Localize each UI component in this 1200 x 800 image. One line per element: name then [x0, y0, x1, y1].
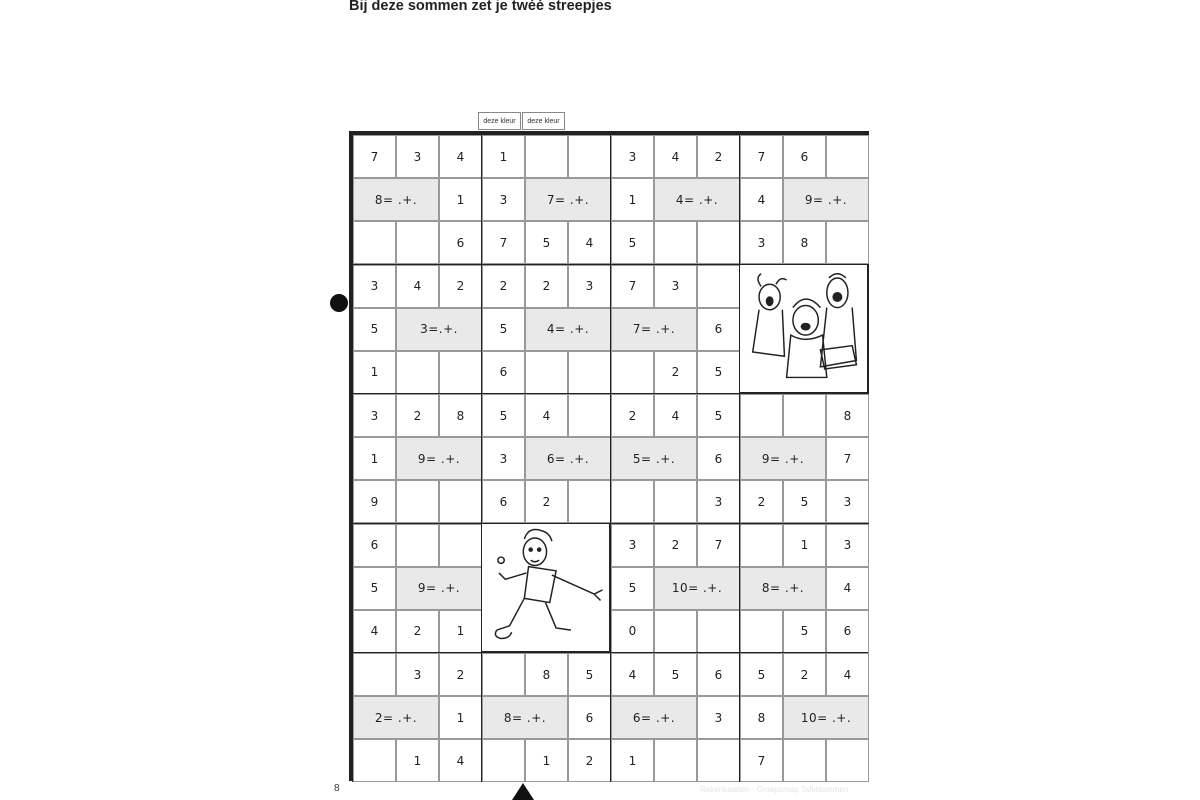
number-cell: 2	[439, 265, 482, 308]
number-cell: 7	[353, 135, 396, 178]
number-cell: 3	[611, 135, 654, 178]
number-cell: 7	[611, 265, 654, 308]
number-cell: 5	[525, 221, 568, 264]
sum-cell[interactable]: 3=.+.	[396, 308, 482, 351]
number-cell: 5	[740, 653, 783, 696]
number-cell: 0	[611, 610, 654, 653]
number-cell: 7	[482, 221, 525, 264]
number-cell: 3	[568, 265, 611, 308]
number-cell: 5	[482, 308, 525, 351]
number-cell: 2	[654, 524, 697, 567]
number-cell[interactable]	[353, 221, 396, 264]
number-cell: 4	[611, 653, 654, 696]
number-cell[interactable]	[740, 524, 783, 567]
number-cell: 5	[568, 653, 611, 696]
number-cell[interactable]	[826, 135, 869, 178]
puzzle-block	[610, 134, 739, 264]
sum-cell[interactable]: 9= .+.	[396, 567, 482, 610]
number-cell[interactable]	[611, 351, 654, 394]
sum-cell[interactable]: 2= .+.	[353, 696, 439, 739]
number-cell: 7	[740, 739, 783, 782]
number-cell: 3	[396, 653, 439, 696]
number-cell: 1	[439, 178, 482, 221]
number-cell[interactable]	[697, 739, 740, 782]
puzzle-block	[481, 134, 610, 264]
number-cell: 3	[740, 221, 783, 264]
number-cell: 5	[353, 567, 396, 610]
puzzle-block	[352, 523, 481, 653]
number-cell: 5	[697, 351, 740, 394]
number-cell[interactable]	[568, 480, 611, 523]
number-cell[interactable]	[654, 480, 697, 523]
number-cell: 6	[439, 221, 482, 264]
number-cell[interactable]	[783, 394, 826, 437]
page-number: 8	[334, 783, 340, 794]
number-cell: 4	[525, 394, 568, 437]
number-cell[interactable]	[654, 739, 697, 782]
number-cell[interactable]	[740, 610, 783, 653]
number-cell: 5	[482, 394, 525, 437]
number-cell: 3	[396, 135, 439, 178]
number-cell: 3	[482, 178, 525, 221]
number-cell: 5	[783, 610, 826, 653]
puzzle-block	[610, 393, 739, 523]
number-cell: 6	[482, 351, 525, 394]
number-cell[interactable]	[568, 135, 611, 178]
number-cell: 7	[697, 524, 740, 567]
number-cell: 5	[654, 653, 697, 696]
number-cell: 4	[740, 178, 783, 221]
number-cell: 3	[353, 394, 396, 437]
number-cell[interactable]	[439, 351, 482, 394]
number-cell: 4	[353, 610, 396, 653]
number-cell[interactable]	[482, 653, 525, 696]
sum-cell[interactable]: 8= .+.	[353, 178, 439, 221]
number-cell: 5	[611, 221, 654, 264]
sum-cell[interactable]: 9= .+.	[740, 437, 826, 480]
color-key-box-1[interactable]: deze kleur	[478, 112, 521, 130]
sum-cell[interactable]: 10= .+.	[783, 696, 869, 739]
number-cell: 5	[611, 567, 654, 610]
number-cell[interactable]	[740, 394, 783, 437]
sum-cell[interactable]: 6= .+.	[611, 696, 697, 739]
number-cell: 2	[783, 653, 826, 696]
singing-kids-illustration	[739, 264, 868, 394]
puzzle-block	[739, 523, 868, 653]
number-cell[interactable]	[783, 739, 826, 782]
puzzle-block	[739, 652, 868, 782]
number-cell: 2	[611, 394, 654, 437]
number-cell: 4	[396, 265, 439, 308]
number-cell[interactable]	[439, 524, 482, 567]
number-cell[interactable]	[697, 610, 740, 653]
puzzle-block	[739, 393, 868, 523]
number-cell: 6	[568, 696, 611, 739]
number-cell: 8	[439, 394, 482, 437]
number-cell: 5	[783, 480, 826, 523]
puzzle-block	[352, 264, 481, 394]
number-cell: 3	[697, 696, 740, 739]
number-cell: 4	[826, 567, 869, 610]
sum-cell[interactable]: 9= .+.	[783, 178, 869, 221]
number-cell: 4	[439, 739, 482, 782]
sum-puzzle-grid	[349, 131, 869, 781]
number-cell: 1	[439, 610, 482, 653]
number-cell: 1	[353, 351, 396, 394]
number-cell: 1	[525, 739, 568, 782]
row-marker-dot	[330, 294, 348, 312]
number-cell: 9	[353, 480, 396, 523]
number-cell: 5	[353, 308, 396, 351]
puzzle-block	[610, 523, 739, 653]
sum-cell[interactable]: 7= .+.	[611, 308, 697, 351]
puzzle-block	[352, 393, 481, 523]
number-cell: 6	[697, 653, 740, 696]
column-marker-triangle	[512, 783, 534, 800]
number-cell: 6	[353, 524, 396, 567]
number-cell: 6	[783, 135, 826, 178]
number-cell: 4	[654, 394, 697, 437]
sum-cell[interactable]: 8= .+.	[482, 696, 568, 739]
sum-cell[interactable]: 5= .+.	[611, 437, 697, 480]
puzzle-block	[610, 264, 739, 394]
number-cell: 4	[654, 135, 697, 178]
sum-cell[interactable]: 8= .+.	[740, 567, 826, 610]
number-cell: 4	[439, 135, 482, 178]
number-cell: 1	[611, 178, 654, 221]
number-cell: 8	[740, 696, 783, 739]
puzzle-block	[739, 134, 868, 264]
number-cell: 7	[740, 135, 783, 178]
number-cell[interactable]	[654, 610, 697, 653]
puzzle-block	[481, 652, 610, 782]
number-cell: 1	[439, 696, 482, 739]
number-cell[interactable]	[525, 135, 568, 178]
number-cell: 5	[697, 394, 740, 437]
color-key-box-2[interactable]: deze kleur	[522, 112, 565, 130]
number-cell[interactable]	[525, 351, 568, 394]
sum-cell[interactable]: 4= .+.	[525, 308, 611, 351]
number-cell[interactable]	[697, 265, 740, 308]
number-cell: 3	[611, 524, 654, 567]
number-cell: 3	[697, 480, 740, 523]
sum-cell[interactable]: 6= .+.	[525, 437, 611, 480]
puzzle-block	[481, 393, 610, 523]
number-cell: 8	[783, 221, 826, 264]
page-title: Bij deze sommen zet je twéé streepjes	[349, 0, 612, 14]
number-cell[interactable]	[654, 221, 697, 264]
number-cell[interactable]	[482, 739, 525, 782]
number-cell[interactable]	[611, 480, 654, 523]
number-cell: 1	[482, 135, 525, 178]
number-cell: 7	[826, 437, 869, 480]
number-cell: 2	[525, 480, 568, 523]
number-cell: 8	[826, 394, 869, 437]
number-cell[interactable]	[826, 739, 869, 782]
number-cell: 2	[439, 653, 482, 696]
number-cell: 6	[826, 610, 869, 653]
number-cell: 3	[826, 524, 869, 567]
number-cell: 6	[482, 480, 525, 523]
number-cell[interactable]	[353, 653, 396, 696]
number-cell: 3	[353, 265, 396, 308]
footer-note: Rekenkaarten - Groepsmap Tafelsommen	[700, 785, 849, 794]
number-cell[interactable]	[568, 351, 611, 394]
number-cell: 3	[482, 437, 525, 480]
puzzle-block	[610, 652, 739, 782]
number-cell: 3	[654, 265, 697, 308]
number-cell: 2	[396, 610, 439, 653]
number-cell: 6	[697, 437, 740, 480]
number-cell[interactable]	[396, 221, 439, 264]
number-cell[interactable]	[396, 524, 439, 567]
number-cell: 2	[396, 394, 439, 437]
number-cell: 2	[697, 135, 740, 178]
number-cell: 2	[482, 265, 525, 308]
number-cell: 2	[654, 351, 697, 394]
number-cell[interactable]	[826, 221, 869, 264]
number-cell: 1	[353, 437, 396, 480]
number-cell: 1	[783, 524, 826, 567]
puzzle-block	[352, 652, 481, 782]
number-cell[interactable]	[396, 351, 439, 394]
sum-cell[interactable]: 10= .+.	[654, 567, 740, 610]
number-cell: 1	[396, 739, 439, 782]
sum-cell[interactable]: 7= .+.	[525, 178, 611, 221]
number-cell: 1	[611, 739, 654, 782]
number-cell: 2	[525, 265, 568, 308]
number-cell[interactable]	[396, 480, 439, 523]
number-cell[interactable]	[697, 221, 740, 264]
number-cell[interactable]	[439, 480, 482, 523]
number-cell: 2	[568, 739, 611, 782]
number-cell[interactable]	[568, 394, 611, 437]
puzzle-block	[352, 134, 481, 264]
number-cell: 3	[826, 480, 869, 523]
number-cell: 4	[568, 221, 611, 264]
running-boy-illustration	[481, 523, 610, 653]
number-cell: 2	[740, 480, 783, 523]
number-cell: 4	[826, 653, 869, 696]
number-cell: 6	[697, 308, 740, 351]
sum-cell[interactable]: 9= .+.	[396, 437, 482, 480]
number-cell[interactable]	[353, 739, 396, 782]
puzzle-block	[481, 264, 610, 394]
number-cell: 8	[525, 653, 568, 696]
sum-cell[interactable]: 4= .+.	[654, 178, 740, 221]
